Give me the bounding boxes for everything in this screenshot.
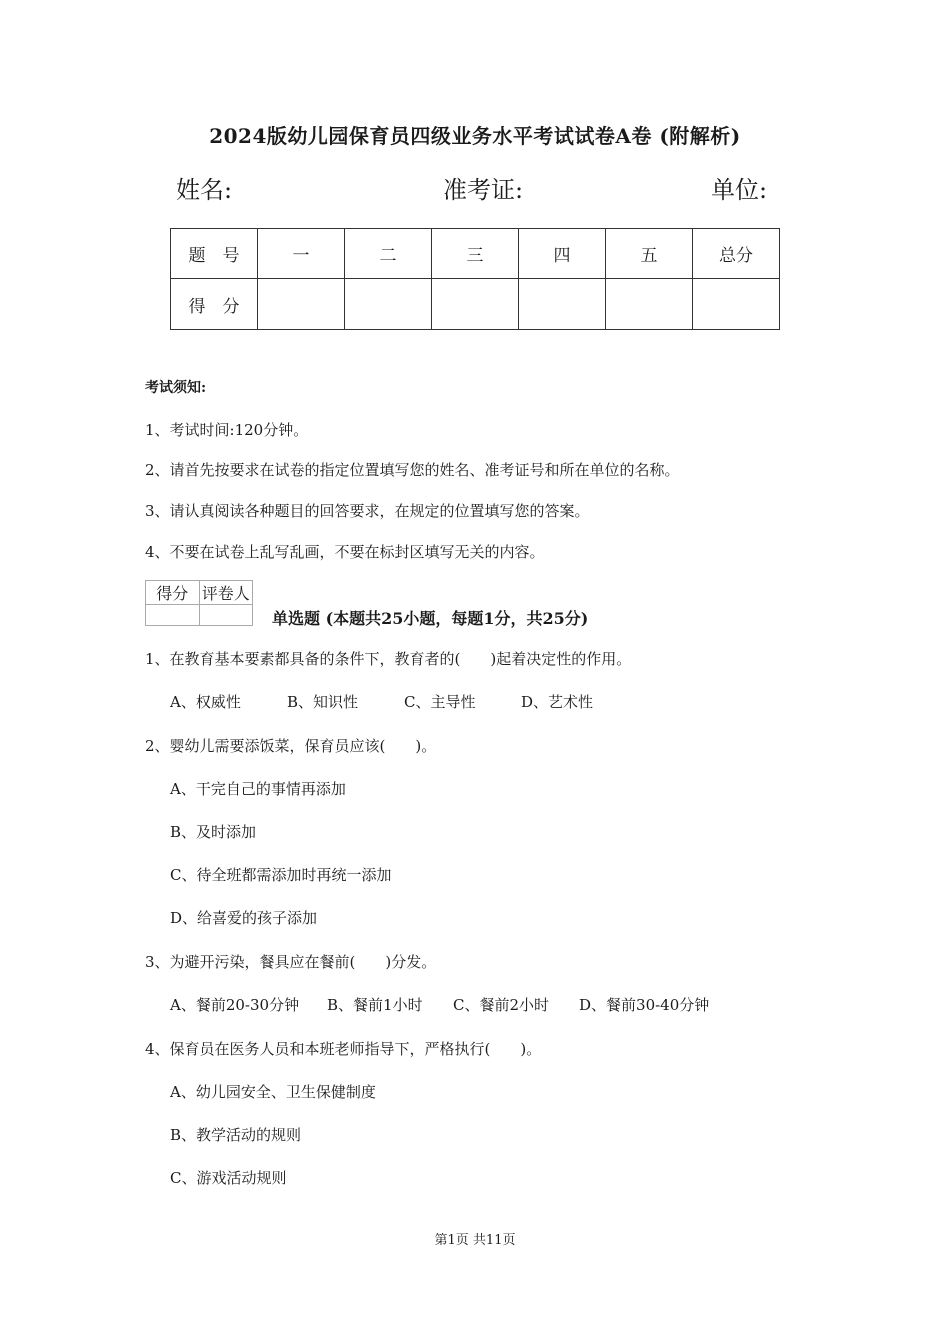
note-item: 4、不要在试卷上乱写乱画，不要在标封区填写无关的内容。 <box>145 543 545 561</box>
option: B、教学活动的规则 <box>170 1126 302 1144</box>
option: A、权威性 <box>170 693 241 711</box>
score-cell <box>693 279 780 330</box>
unit-field-label: 单位: <box>711 176 768 204</box>
option: B、餐前1小时 <box>327 996 423 1014</box>
notes-heading: 考试须知: <box>145 380 207 396</box>
score-cell <box>258 279 345 330</box>
option: D、艺术性 <box>521 693 594 711</box>
question-text: 3、为避开污染，餐具应在餐前( )分发。 <box>145 953 437 971</box>
name-field-label: 姓名: <box>176 176 233 204</box>
note-item: 1、考试时间:120分钟。 <box>145 421 309 439</box>
option: B、及时添加 <box>170 823 257 841</box>
grader-box <box>145 580 253 626</box>
score-header-cell: 二 <box>345 229 432 279</box>
score-cell <box>519 279 606 330</box>
page-footer: 第1页 共11页 <box>434 1233 516 1248</box>
note-item: 2、请首先按要求在试卷的指定位置填写您的姓名、准考证号和所在单位的名称。 <box>145 461 680 479</box>
score-header-cell: 三 <box>432 229 519 279</box>
question-text: 1、在教育基本要素都具备的条件下，教育者的( )起着决定性的作用。 <box>145 650 632 668</box>
question-text: 4、保育员在医务人员和本班老师指导下，严格执行( )。 <box>145 1040 542 1058</box>
score-header-cell: 一 <box>258 229 345 279</box>
exam-title: 2024版幼儿园保育员四级业务水平考试试卷A卷 (附解析) <box>209 124 741 148</box>
score-table <box>170 228 780 330</box>
grader-score-label: 得分 <box>146 581 200 605</box>
note-item: 3、请认真阅读各种题目的回答要求，在规定的位置填写您的答案。 <box>145 502 590 520</box>
option: C、待全班都需添加时再统一添加 <box>170 866 392 884</box>
score-header-cell: 四 <box>519 229 606 279</box>
score-cell <box>345 279 432 330</box>
option: A、干完自己的事情再添加 <box>170 780 346 798</box>
option: D、给喜爱的孩子添加 <box>170 909 318 927</box>
option: A、幼儿园安全、卫生保健制度 <box>170 1083 376 1101</box>
grader-score-cell <box>146 605 200 626</box>
option: B、知识性 <box>287 693 359 711</box>
option: C、餐前2小时 <box>453 996 550 1014</box>
exam-id-field-label: 准考证: <box>443 176 524 204</box>
score-table-header-row <box>171 229 780 279</box>
score-header-cell: 题 号 <box>171 229 258 279</box>
score-cell <box>606 279 693 330</box>
question-text: 2、婴幼儿需要添饭菜，保育员应该( )。 <box>145 737 437 755</box>
option: C、主导性 <box>404 693 476 711</box>
option: D、餐前30-40分钟 <box>579 996 710 1014</box>
question-options <box>170 994 709 1015</box>
score-cell <box>432 279 519 330</box>
grader-name-label: 评卷人 <box>199 581 253 605</box>
score-header-cell: 总分 <box>693 229 780 279</box>
option: C、游戏活动规则 <box>170 1169 287 1187</box>
score-table-score-row <box>171 279 780 330</box>
question-options <box>170 691 593 712</box>
score-header-cell: 五 <box>606 229 693 279</box>
grader-name-cell <box>199 605 253 626</box>
option: A、餐前20-30分钟 <box>170 996 300 1014</box>
score-row-label: 得 分 <box>171 279 258 330</box>
section-title: 单选题 (本题共25小题，每题1分，共25分) <box>272 609 589 628</box>
